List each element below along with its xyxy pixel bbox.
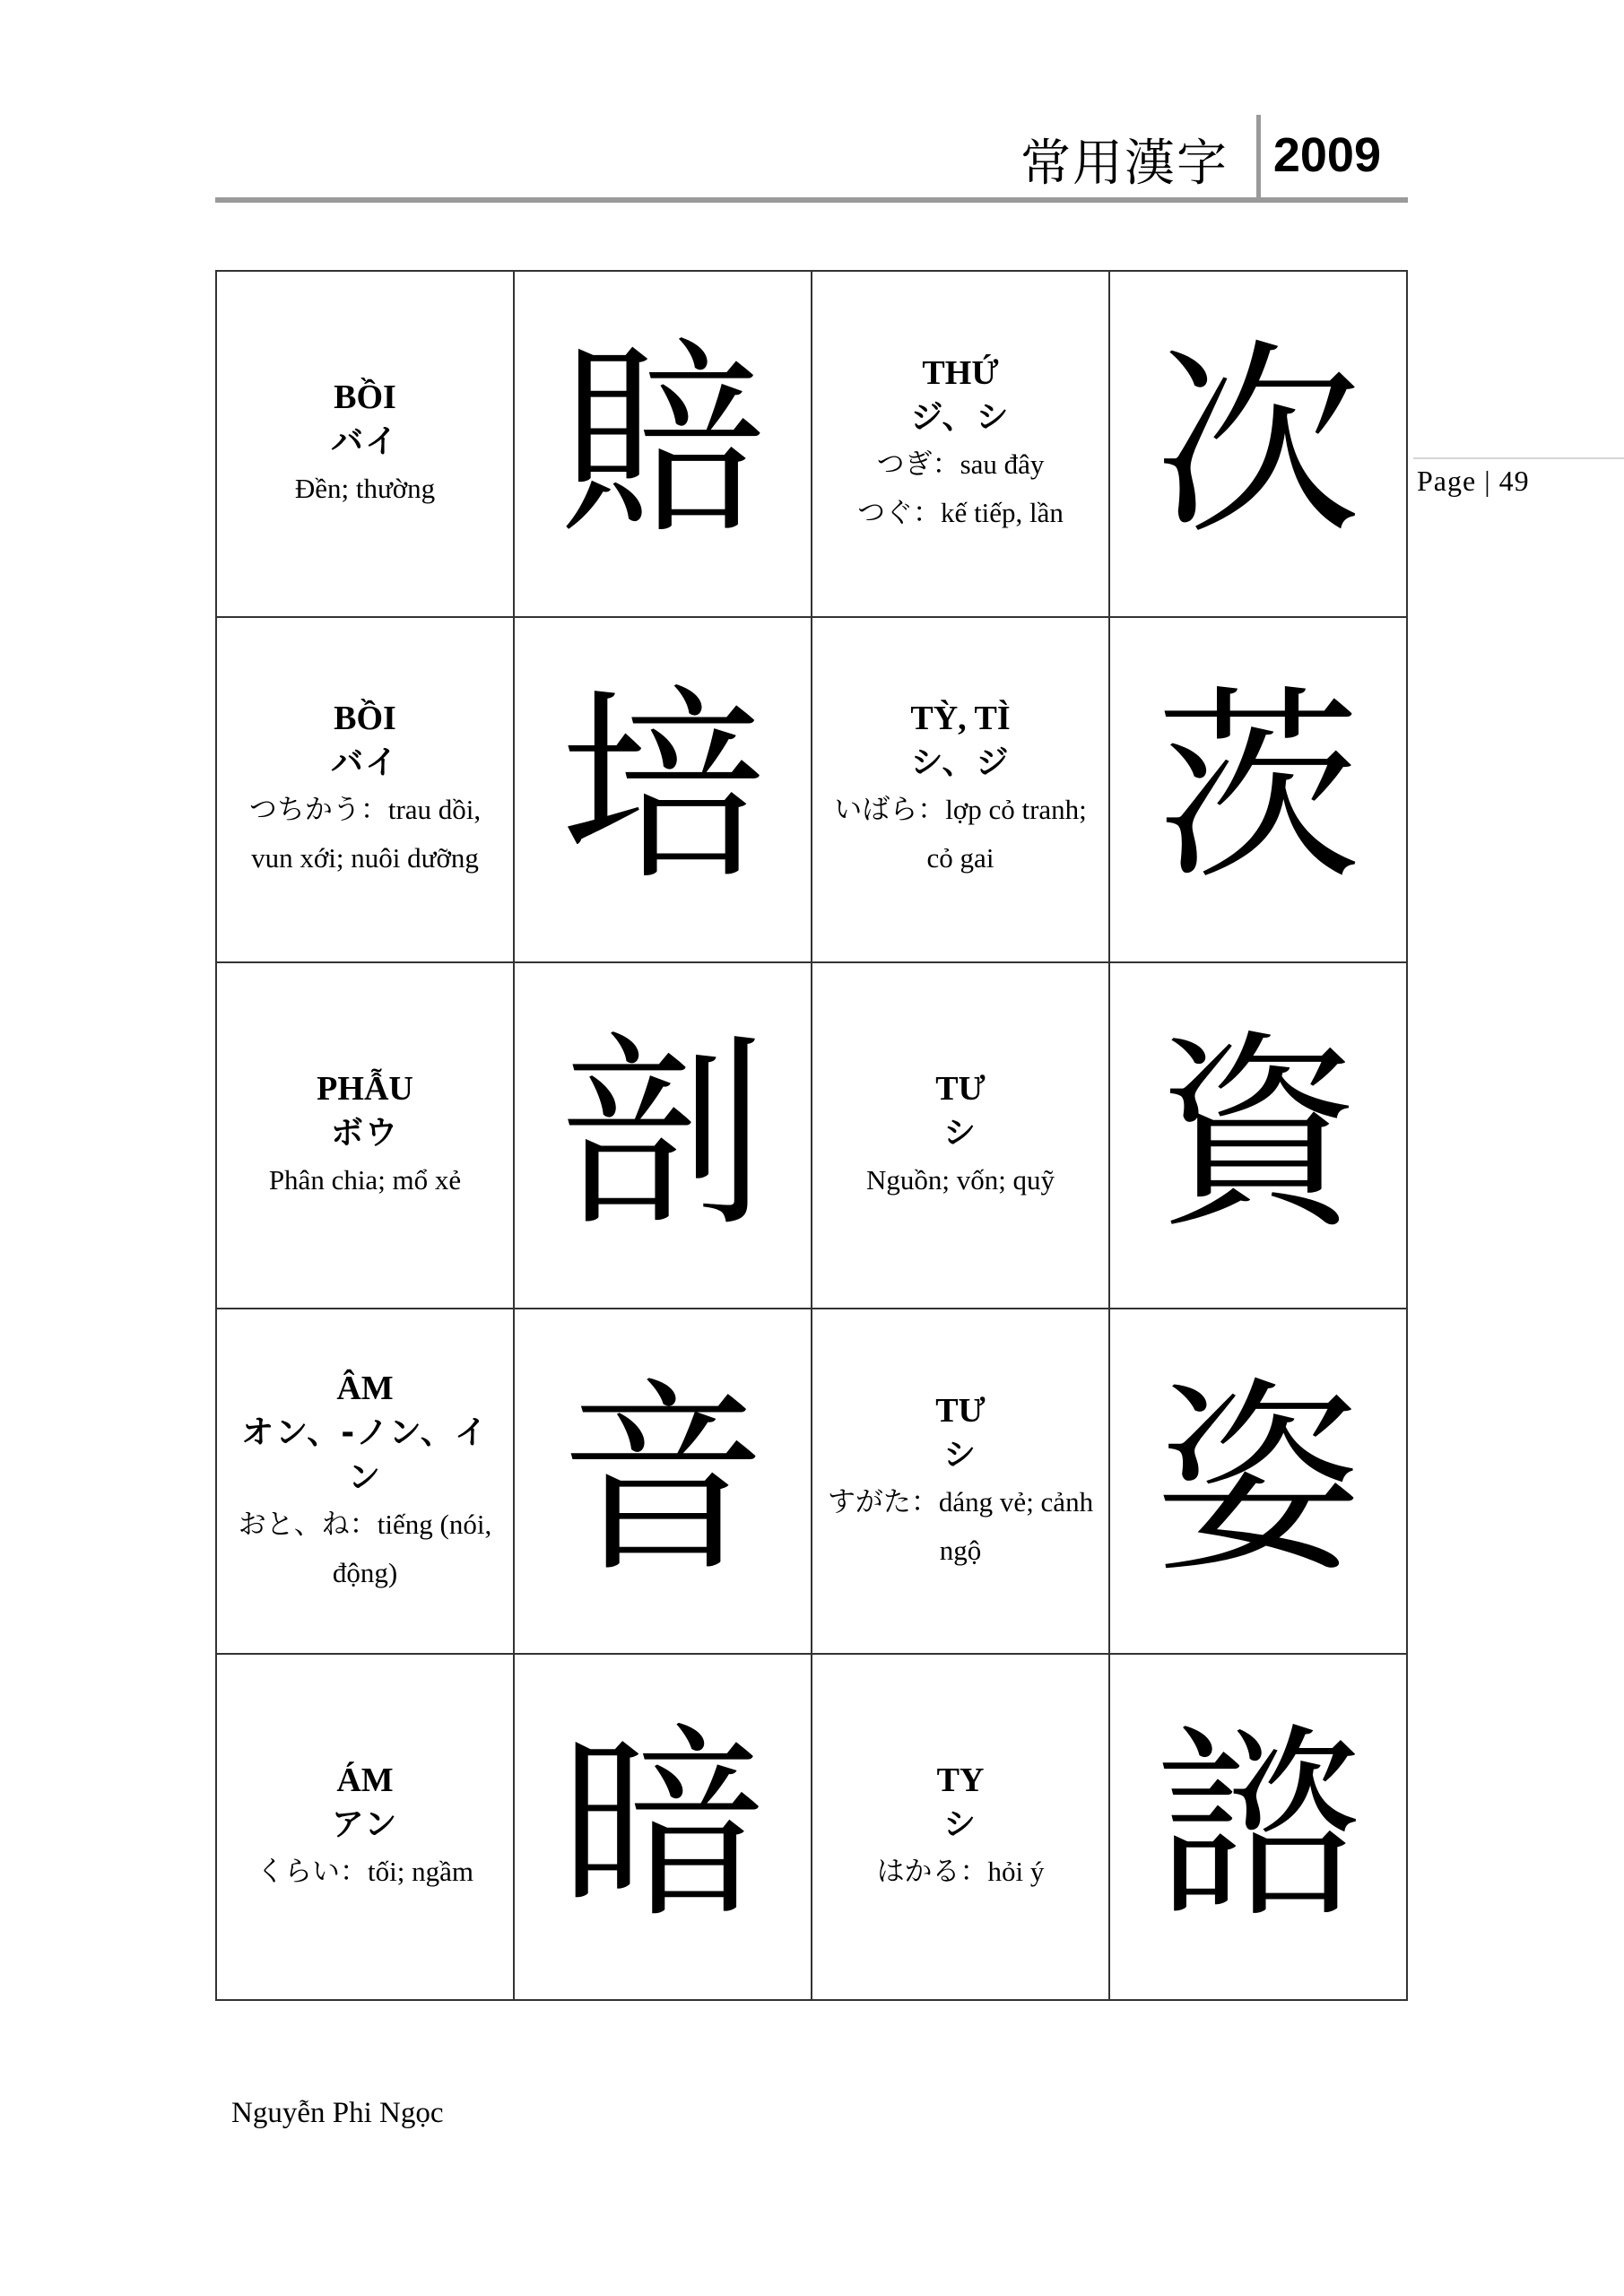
kanji-info-cell	[217, 963, 515, 1309]
meaning-line: はかる：hỏi ý	[876, 1856, 1045, 1888]
kanji-glyph-cell	[515, 272, 812, 618]
han-viet-reading: TY	[936, 1761, 985, 1800]
kanji-info-cell	[812, 1309, 1110, 1656]
kanji-character: 培	[559, 669, 766, 909]
on-reading: ボウ	[330, 1114, 399, 1152]
meaning-line: つぎ：sau đây	[876, 448, 1045, 480]
kanji-character: 暗	[559, 1707, 766, 1947]
kanji-info-cell	[217, 1309, 515, 1656]
header-title: 常用漢字	[1020, 135, 1229, 193]
kanji-info-cell	[812, 963, 1110, 1309]
on-reading: ジ、シ	[910, 398, 1011, 436]
han-viet-reading: THỨ	[922, 353, 999, 392]
meaning-line: ngộ	[939, 1534, 982, 1566]
meaning-line: おと、ね：tiếng (nói,	[238, 1508, 492, 1540]
page-number: Page | 49	[1417, 465, 1530, 497]
meaning-line: すがた：dáng vẻ; cảnh	[827, 1485, 1094, 1518]
on-reading: バイ	[330, 744, 399, 782]
kanji-character: 賠	[559, 323, 766, 563]
on-reading: シ、ジ	[910, 744, 1011, 782]
kanji-glyph-cell	[1110, 1655, 1408, 2001]
meaning-line: くらい：tối; ngầm	[256, 1856, 473, 1888]
on-reading: バイ	[330, 422, 399, 460]
han-viet-reading: PHẪU	[317, 1069, 413, 1108]
meaning-line: vun xới; nuôi dưỡng	[251, 842, 479, 874]
kanji-character: 音	[559, 1361, 766, 1601]
on-reading: シ	[942, 1806, 977, 1844]
han-viet-reading: TƯ	[935, 1069, 986, 1108]
kanji-character: 諮	[1154, 1707, 1361, 1947]
on-reading: シ	[942, 1114, 977, 1152]
kanji-info-cell	[812, 272, 1110, 618]
kanji-info-cell	[217, 1655, 515, 2001]
kanji-glyph-cell	[1110, 1309, 1408, 1656]
han-viet-reading: ÂM	[336, 1369, 394, 1407]
header-year: 2009	[1272, 128, 1381, 182]
meaning-line: cỏ gai	[926, 842, 994, 874]
kanji-glyph-cell	[515, 1655, 812, 2001]
kanji-table	[215, 270, 1408, 2001]
on-reading: シ	[942, 1436, 977, 1474]
kanji-character: 姿	[1154, 1361, 1361, 1601]
han-viet-reading: BỒI	[334, 378, 396, 416]
han-viet-reading: ÁM	[336, 1761, 394, 1800]
meaning-line: động)	[332, 1556, 398, 1588]
page-header	[215, 106, 1408, 206]
meaning-line: Phân chia; mổ xẻ	[268, 1163, 462, 1196]
meaning-line: Nguồn; vốn; quỹ	[865, 1163, 1055, 1196]
meaning-line: つぐ：kế tiếp, lần	[857, 496, 1064, 528]
header-rule	[215, 197, 1408, 203]
kanji-info-cell	[217, 272, 515, 618]
han-viet-reading: TƯ	[935, 1391, 986, 1430]
kanji-info-cell	[217, 618, 515, 964]
han-viet-reading: BỒI	[334, 700, 396, 738]
kanji-info-cell	[812, 1655, 1110, 2001]
kanji-info-cell	[812, 618, 1110, 964]
kanji-glyph-cell	[515, 1309, 812, 1656]
han-viet-reading: TỲ, TÌ	[910, 700, 1011, 738]
kanji-glyph-cell	[1110, 963, 1408, 1309]
kanji-glyph-cell	[1110, 618, 1408, 964]
kanji-glyph-cell	[515, 618, 812, 964]
meaning-line: つちかう：trau dồi,	[248, 794, 482, 826]
kanji-character: 次	[1154, 323, 1361, 563]
footer-author: Nguyễn Phi Ngọc	[231, 2097, 444, 2129]
kanji-character: 剖	[559, 1014, 766, 1255]
kanji-glyph-cell	[515, 963, 812, 1309]
page-number-rule	[1413, 457, 1624, 459]
meaning-line: いばら：lợp cỏ tranh;	[834, 794, 1087, 826]
kanji-character: 茨	[1154, 669, 1361, 909]
on-reading: アン	[331, 1806, 399, 1844]
meaning-line: Đền; thường	[294, 472, 436, 504]
kanji-character: 資	[1154, 1014, 1361, 1255]
kanji-glyph-cell	[1110, 272, 1408, 618]
on-reading: オン、-ノン、イン	[241, 1413, 489, 1496]
header-separator	[1256, 115, 1261, 201]
